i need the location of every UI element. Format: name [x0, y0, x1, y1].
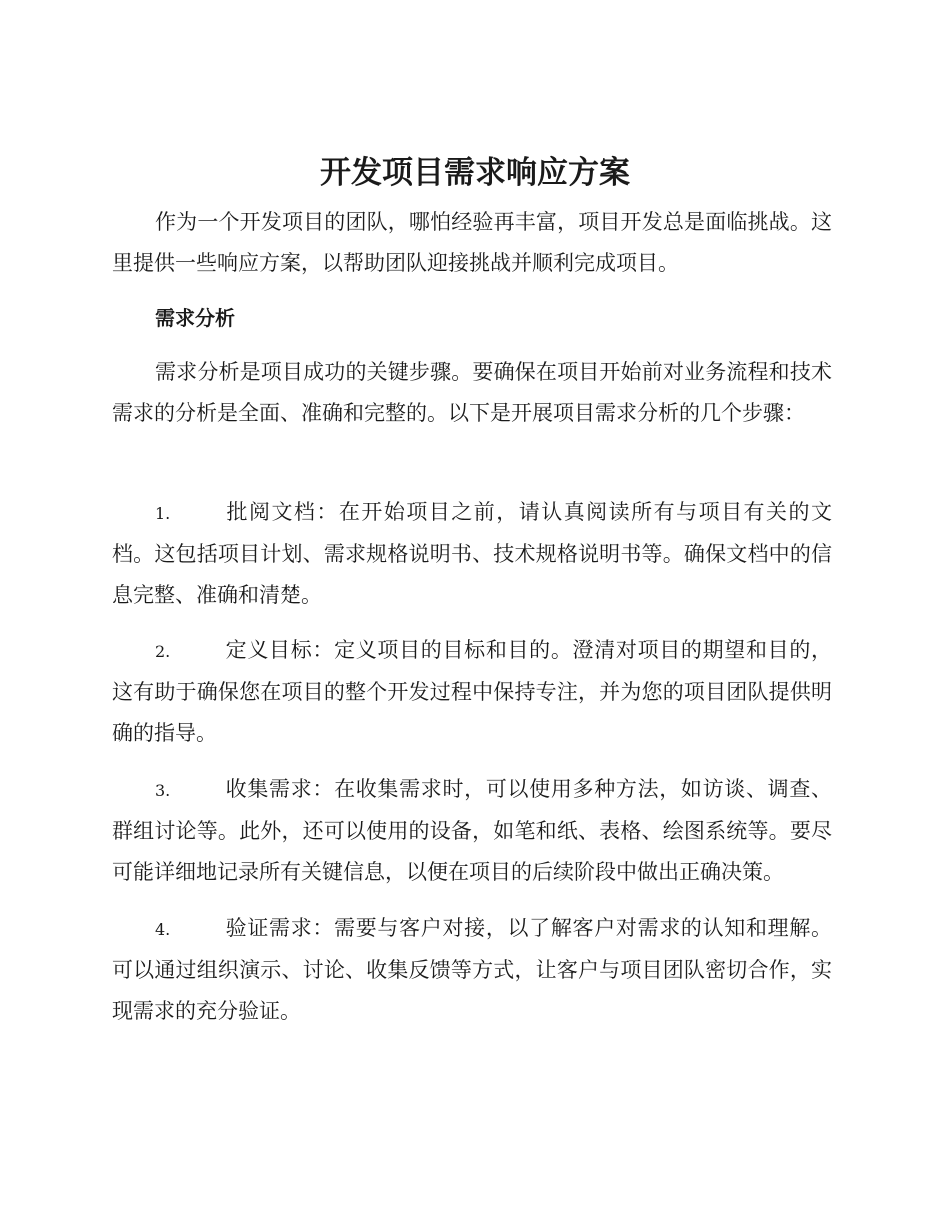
section-heading: 需求分析: [155, 306, 235, 330]
list-item-text: 收集需求：在收集需求时，可以使用多种方法，如访谈、调查、群组讨论等。此外，还可以使用的设备，如笔和纸、表格、绘图系统等。要尽可能详细地记录所有关键信息，以便在项目的后续阶段中做出正确决策。: [112, 777, 832, 884]
list-item: [112, 908, 832, 1032]
list-item-text: 验证需求：需要与客户对接，以了解客户对需求的认知和理解。可以通过组织演示、讨论、收集反馈等方式，让客户与项目团队密切合作，实现需求的充分验证。: [112, 916, 832, 1023]
list-item: [112, 630, 832, 754]
list-item: [112, 492, 832, 616]
list-item-number: 3.: [155, 781, 171, 800]
intro-paragraph: 作为一个开发项目的团队，哪怕经验再丰富，项目开发总是面临挑战。这里提供一些响应方案，以帮助团队迎接挑战并顺利完成项目。: [112, 210, 832, 275]
list-item-number: 4.: [155, 920, 171, 939]
list-item-text: 定义目标：定义项目的目标和目的。澄清对项目的期望和目的，这有助于确保您在项目的整个开发过程中保持专注，并为您的项目团队提供明确的指导。: [112, 638, 832, 745]
document-title: 开发项目需求响应方案: [320, 155, 630, 191]
list-item-number: 1.: [155, 504, 171, 523]
list-item-number: 2.: [155, 642, 171, 661]
list-item-text: 批阅文档：在开始项目之前，请认真阅读所有与项目有关的文档。这包括项目计划、需求规格说明书、技术规格说明书等。确保文档中的信息完整、准确和清楚。: [112, 500, 832, 607]
list-item: [112, 769, 832, 893]
section-intro-paragraph: 需求分析是项目成功的关键步骤。要确保在项目开始前对业务流程和技术需求的分析是全面、准确和完整的。以下是开展项目需求分析的几个步骤：: [112, 360, 832, 425]
